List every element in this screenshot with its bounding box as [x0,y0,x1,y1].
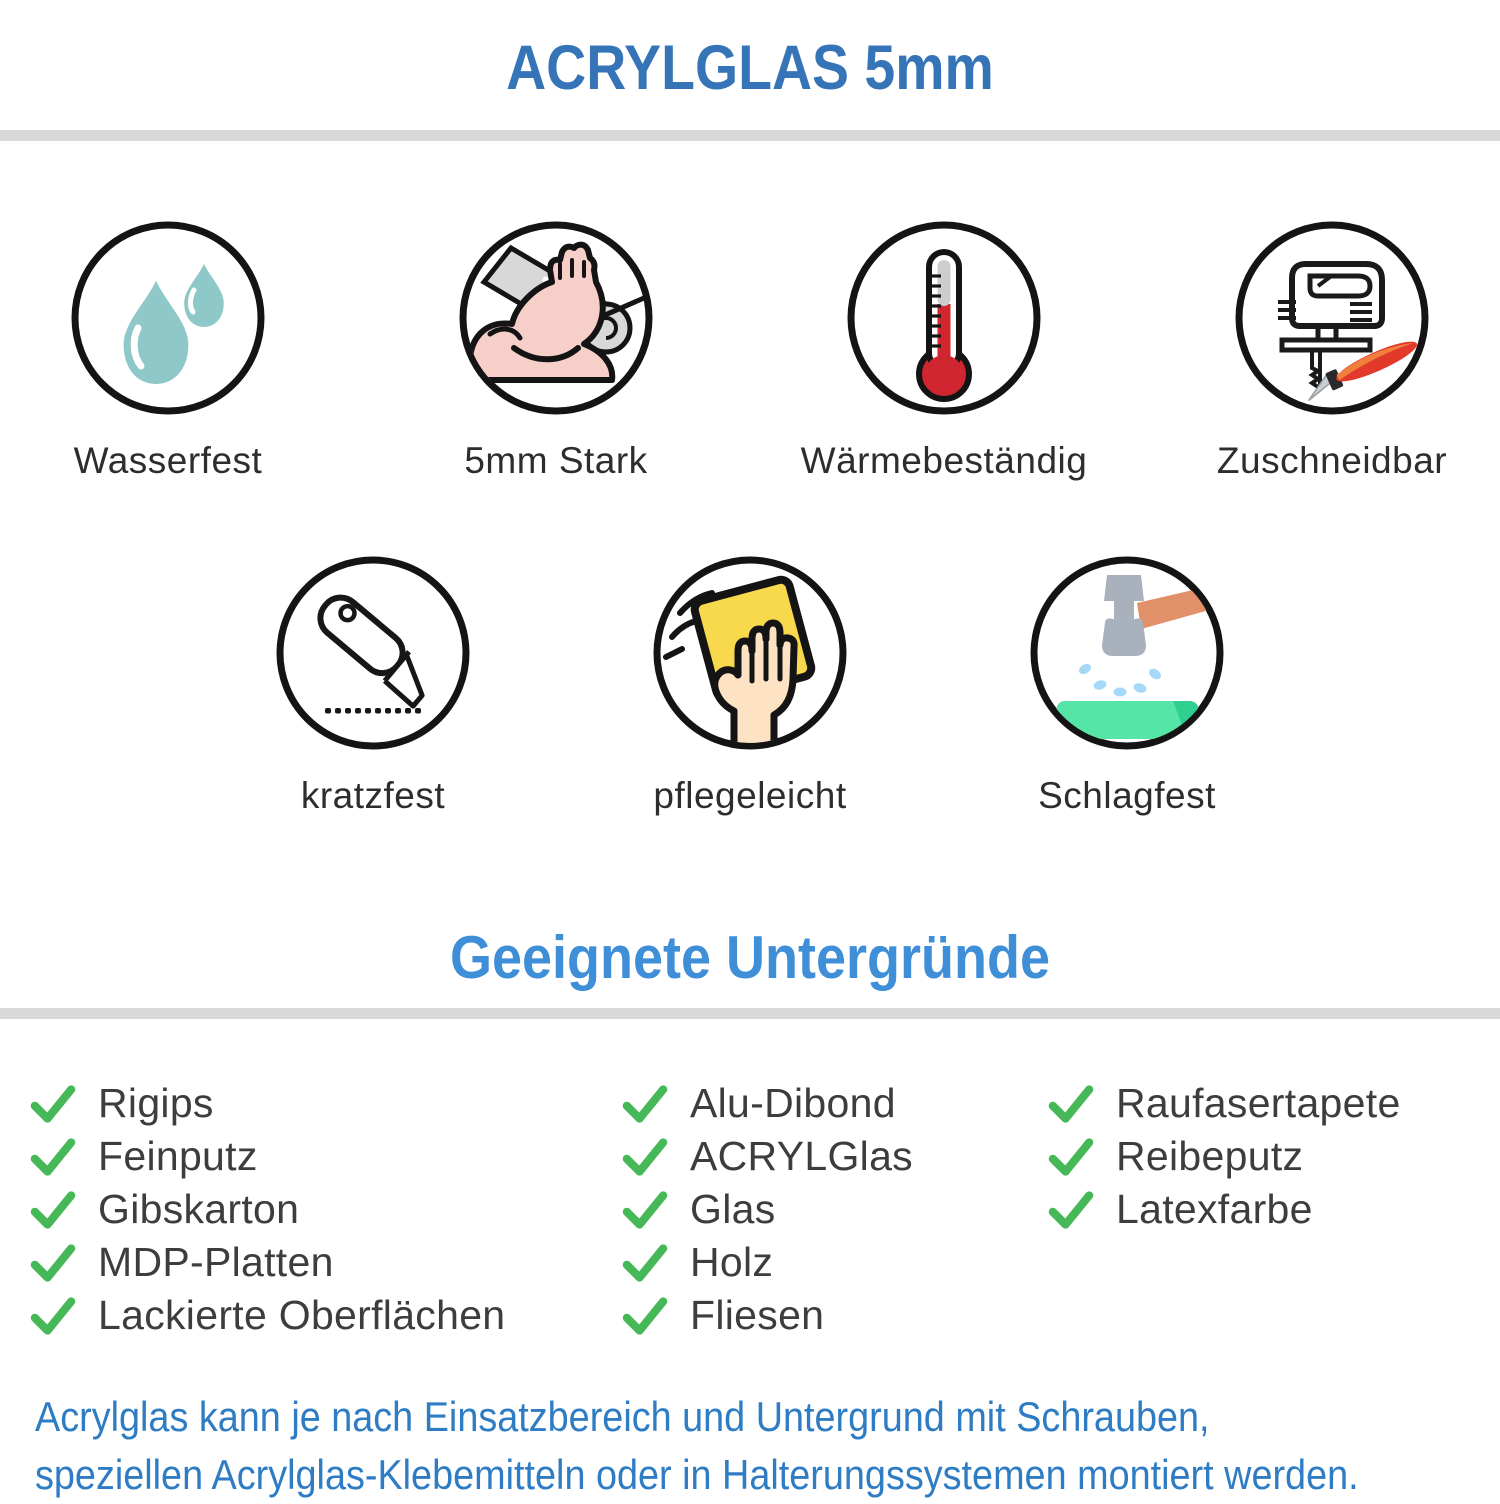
list-item-label: Lackierte Oberflächen [98,1292,506,1338]
divider-bar-bottom [0,1008,1500,1019]
list-item [30,1183,505,1236]
list-item-label: Holz [690,1239,774,1285]
list-item [30,1130,505,1183]
feature-schlagfest [1017,553,1237,817]
feature-zuschneidbar [1216,218,1448,482]
feature-wasserfest [58,218,278,482]
check-icon [30,1137,76,1177]
substrate-column-3 [1048,1077,1401,1236]
feature-label: Zuschneidbar [1216,440,1448,481]
check-icon [622,1137,668,1177]
feature-waermebestaendig [800,218,1088,482]
list-item-label: MDP-Platten [98,1239,334,1285]
water-drops-icon [68,218,268,418]
feature-label: kratzfest [300,775,446,816]
divider-bar-top [0,130,1500,141]
feature-kratzfest [263,553,483,817]
check-icon [30,1296,76,1336]
list-item [30,1289,505,1342]
footer-line-2: speziellen Acrylglas-Klebemitteln oder in Halterungssystemen montiert werden. [35,1451,1359,1498]
thermometer-icon [844,218,1044,418]
footer-line-1: Acrylglas kann je nach Einsatzbereich und Untergrund mit Schrauben, [35,1393,1210,1440]
list-item [1048,1077,1401,1130]
check-icon [30,1190,76,1230]
list-item-label: Feinputz [98,1133,258,1179]
page-title: ACRYLGLAS 5mm [506,33,994,103]
section-heading: Geeignete Untergründe [449,924,1051,991]
feature-label: Wärmebeständig [800,440,1088,481]
feature-pflegeleicht [640,553,860,817]
jigsaw-icon [1232,218,1432,418]
list-item-label: Alu-Dibond [690,1080,896,1126]
list-item [1048,1130,1401,1183]
list-item-label: Rigips [98,1080,214,1126]
check-icon [622,1190,668,1230]
list-item [622,1289,913,1342]
check-icon [1048,1084,1094,1124]
hand-cloth-icon [650,553,850,753]
substrate-column-1 [30,1077,505,1342]
feature-row-1 [0,218,1500,482]
utility-knife-icon [273,553,473,753]
feature-label: Wasserfest [73,440,263,481]
list-item-label: Latexfarbe [1116,1186,1313,1232]
check-icon [1048,1137,1094,1177]
list-item [622,1183,913,1236]
check-icon [1048,1190,1094,1230]
feature-5mm-stark [446,218,666,482]
list-item [622,1236,913,1289]
list-item-label: Glas [690,1186,776,1232]
list-item-label: ACRYLGlas [690,1133,913,1179]
feature-label: 5mm Stark [464,440,648,481]
list-item [30,1077,505,1130]
check-icon [622,1296,668,1336]
list-item [622,1130,913,1183]
feature-label: pflegeleicht [653,775,847,816]
list-item [30,1236,505,1289]
flexed-arm-icon [456,218,656,418]
check-icon [30,1243,76,1283]
feature-row-2 [0,553,1500,817]
list-item-label: Raufasertapete [1116,1080,1401,1126]
list-item-label: Gibskarton [98,1186,300,1232]
check-icon [622,1084,668,1124]
list-item-label: Reibeputz [1116,1133,1304,1179]
feature-label: Schlagfest [1038,775,1216,816]
list-item-label: Fliesen [690,1292,825,1338]
footer-note [35,1388,1359,1504]
list-item [1048,1183,1401,1236]
hammer-icon [1027,553,1227,753]
check-icon [622,1243,668,1283]
check-icon [30,1084,76,1124]
substrate-column-2 [622,1077,913,1342]
list-item [622,1077,913,1130]
